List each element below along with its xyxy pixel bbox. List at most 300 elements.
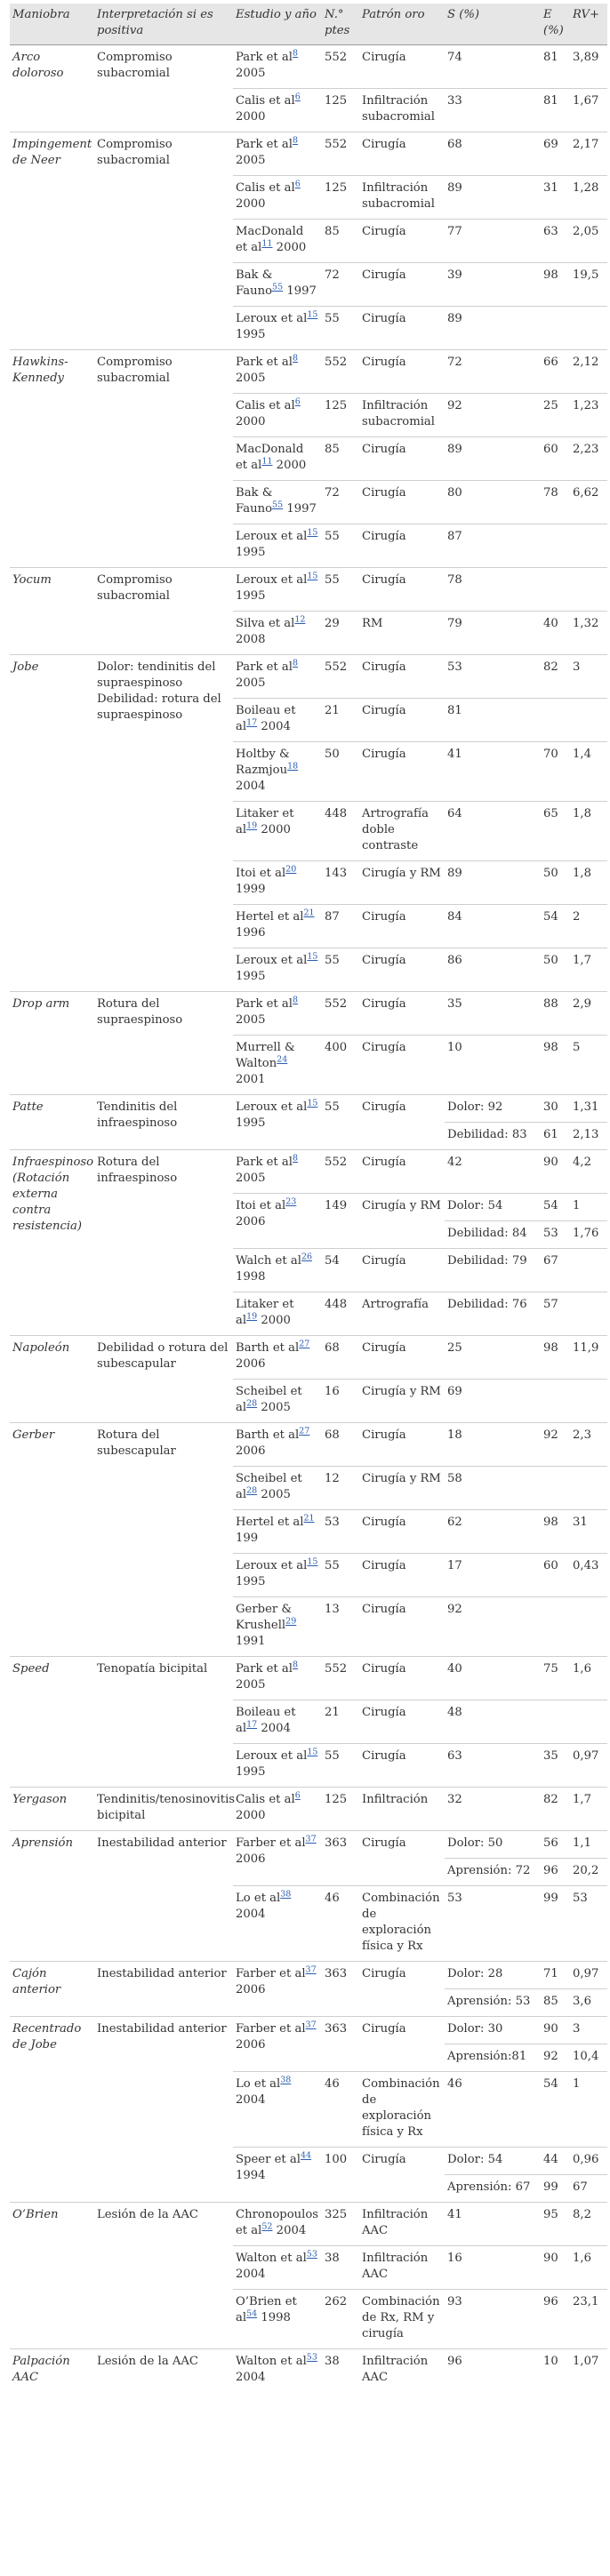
positive-lr-value: 1,8	[570, 802, 607, 861]
patients-count: 448	[322, 1292, 359, 1336]
gold-standard: Cirugía	[359, 263, 445, 307]
patients-count: 125	[322, 176, 359, 220]
interpretation-line: Debilidad: rotura del supraespinoso	[97, 692, 221, 722]
patients-count: 38	[322, 2349, 359, 2393]
gold-standard: Cirugía	[359, 1657, 445, 1700]
reference-link: 8	[293, 658, 299, 668]
study-author: Calis et al	[236, 399, 295, 412]
study-author: Park et al	[236, 660, 293, 674]
specificity-value: 40	[541, 612, 570, 655]
maneuver-name: Aprensión	[10, 1831, 94, 1962]
specificity-value: 57	[541, 1292, 570, 1336]
study-author: Chronopoulos et al	[236, 2208, 319, 2237]
patients-count: 85	[322, 437, 359, 481]
gold-standard: Cirugía	[359, 2017, 445, 2072]
study-year: 2000	[236, 110, 266, 124]
reference-link: 15	[307, 1098, 318, 1108]
patients-count: 552	[322, 350, 359, 394]
study-year: 2000	[257, 823, 291, 836]
study-year: 2004	[236, 780, 266, 793]
sensitivity-value: 89	[445, 176, 541, 220]
study-year: 2004	[257, 1722, 291, 1735]
interpretation-line: Rotura del infraespinoso	[97, 1156, 178, 1185]
positive-lr-value: 2,9	[570, 992, 607, 1036]
sensitivity-value: 81	[445, 699, 541, 742]
study-author: Silva et al	[236, 617, 295, 630]
study-cell	[233, 1788, 322, 1831]
study-author: Park et al	[236, 1156, 293, 1169]
study-year: 2004	[236, 2371, 266, 2384]
maneuver-name: Palpación AAC	[10, 2349, 94, 2393]
reference-link: 8	[293, 353, 299, 364]
specificity-value: 90	[541, 2246, 570, 2290]
reference-link: 53	[306, 2352, 317, 2363]
reference-link: 55	[272, 282, 284, 292]
reference-link: 19	[246, 820, 258, 831]
positive-lr-value	[570, 1700, 607, 1744]
study-author: Itoi et al	[236, 1199, 286, 1212]
sensitivity-value: 41	[445, 2203, 541, 2246]
patients-count: 55	[322, 948, 359, 992]
interpretation-line: Lesión de la AAC	[97, 2355, 199, 2368]
patients-count: 400	[322, 1036, 359, 1095]
gold-standard: Cirugía	[359, 568, 445, 612]
specificity-value: 96	[541, 1859, 570, 1886]
patients-count: 55	[322, 1554, 359, 1597]
study-year: 2005	[236, 154, 266, 167]
specificity-value: 70	[541, 742, 570, 802]
study-year: 2000	[272, 241, 307, 254]
sensitivity-value: 18	[445, 1423, 541, 1467]
interpretation-line: Dolor: tendinitis del supraespinoso	[97, 660, 216, 690]
specificity-value	[541, 699, 570, 742]
study-author: Leroux et al	[236, 954, 308, 967]
study-cell	[233, 307, 322, 350]
reference-link: 17	[246, 717, 258, 728]
reference-link: 19	[246, 1311, 258, 1322]
study-year: 2006	[236, 1852, 266, 1866]
interpretation-line: Inestabilidad anterior	[97, 2022, 227, 2036]
reference-link: 15	[307, 309, 318, 320]
study-cell	[233, 2349, 322, 2393]
study-author: Gerber & Krushell	[236, 1603, 293, 1632]
gold-standard: Cirugía	[359, 742, 445, 802]
specificity-value: 54	[541, 2072, 570, 2148]
specificity-value: 92	[541, 2044, 570, 2072]
positive-lr-value	[570, 1597, 607, 1657]
study-year: 2005	[236, 1678, 266, 1692]
study-cell	[233, 1962, 322, 2017]
sensitivity-value: 78	[445, 568, 541, 612]
patients-count: 363	[322, 1831, 359, 1886]
sensitivity-value: 58	[445, 1467, 541, 1510]
study-cell	[233, 481, 322, 524]
patients-count: 53	[322, 1510, 359, 1554]
study-year: 1997	[283, 502, 317, 516]
study-cell	[233, 1249, 322, 1292]
study-author: Farber et al	[236, 1967, 306, 1980]
patients-count: 29	[322, 612, 359, 655]
table-row	[10, 132, 607, 176]
patients-count: 125	[322, 1788, 359, 1831]
study-author: MacDonald et al	[236, 225, 304, 254]
specificity-value: 81	[541, 45, 570, 89]
table-row	[10, 2017, 607, 2044]
gold-standard: Cirugía y RM	[359, 861, 445, 905]
patients-count: 55	[322, 1095, 359, 1150]
specificity-value: 98	[541, 1036, 570, 1095]
study-cell	[233, 2072, 322, 2148]
specificity-value: 81	[541, 89, 570, 132]
table-row	[10, 568, 607, 612]
gold-standard: Cirugía	[359, 1744, 445, 1788]
reference-link: 8	[293, 1153, 299, 1164]
gold-standard: Cirugía	[359, 1597, 445, 1657]
specificity-value: 92	[541, 1423, 570, 1467]
gold-standard: Cirugía	[359, 307, 445, 350]
study-author: Farber et al	[236, 1836, 306, 1850]
study-cell	[233, 89, 322, 132]
study-author: MacDonald et al	[236, 443, 304, 472]
positive-lr-value: 67	[570, 2175, 607, 2203]
gold-standard: Combinación de Rx, RM y cirugía	[359, 2290, 445, 2349]
study-cell	[233, 1380, 322, 1423]
study-cell	[233, 992, 322, 1036]
specificity-value: 67	[541, 1249, 570, 1292]
gold-standard: Cirugía	[359, 1831, 445, 1886]
gold-standard: Cirugía y RM	[359, 1194, 445, 1249]
interpretation-line: Rotura del supraespinoso	[97, 997, 183, 1027]
table-row	[10, 655, 607, 699]
gold-standard: Cirugía	[359, 1036, 445, 1095]
study-year: 1996	[236, 926, 266, 940]
patients-count: 21	[322, 699, 359, 742]
specificity-value: 31	[541, 176, 570, 220]
sensitivity-value: 92	[445, 1597, 541, 1657]
patients-count: 55	[322, 568, 359, 612]
specificity-value: 25	[541, 394, 570, 437]
specificity-value: 54	[541, 905, 570, 948]
positive-lr-value: 8,2	[570, 2203, 607, 2246]
positive-lr-value: 2,12	[570, 350, 607, 394]
sensitivity-value: Dolor: 28	[445, 1962, 541, 1989]
study-cell	[233, 612, 322, 655]
positive-lr-value: 53	[570, 1886, 607, 1962]
sensitivity-value: 35	[445, 992, 541, 1036]
interpretation-line: Rotura del subescapular	[97, 1428, 176, 1458]
header-study: Estudio y año	[233, 4, 322, 45]
study-cell	[233, 1886, 322, 1962]
positive-lr-value	[570, 524, 607, 568]
positive-lr-value: 3,6	[570, 1989, 607, 2017]
specificity-value: 75	[541, 1657, 570, 1700]
reference-link: 29	[285, 1616, 297, 1627]
patients-count: 72	[322, 481, 359, 524]
maneuver-name: Yergason	[10, 1788, 94, 1831]
positive-lr-value: 2,3	[570, 1423, 607, 1467]
specificity-value: 85	[541, 1989, 570, 2017]
patients-count: 55	[322, 524, 359, 568]
study-year: 2004	[236, 2093, 266, 2107]
study-cell	[233, 1036, 322, 1095]
patients-count: 100	[322, 2148, 359, 2203]
study-author: Calis et al	[236, 94, 295, 108]
maneuver-name: Recentrado de Jobe	[10, 2017, 94, 2203]
header-maneuver: Maniobra	[10, 4, 94, 45]
specificity-value: 66	[541, 350, 570, 394]
study-year: 2006	[236, 2038, 266, 2052]
study-year: 2005	[257, 1401, 291, 1414]
positive-lr-value: 1,7	[570, 1788, 607, 1831]
header-row	[10, 4, 607, 45]
study-cell	[233, 2246, 322, 2290]
study-year: 1995	[236, 970, 266, 983]
interpretation-line: Inestabilidad anterior	[97, 1836, 227, 1850]
maneuver-name: Hawkins-Kennedy	[10, 350, 94, 568]
interpretation-line: Compromiso subacromial	[97, 51, 173, 80]
study-cell	[233, 1831, 322, 1886]
gold-standard: Cirugía	[359, 1423, 445, 1467]
study-year: 2006	[236, 1444, 266, 1458]
sensitivity-value: Debilidad: 84	[445, 1221, 541, 1249]
study-cell	[233, 2148, 322, 2203]
patients-count: 552	[322, 1657, 359, 1700]
reference-link: 8	[293, 135, 299, 146]
gold-standard: Artrografía doble contraste	[359, 802, 445, 861]
positive-lr-value: 1,23	[570, 394, 607, 437]
specificity-value: 53	[541, 1221, 570, 1249]
study-author: Park et al	[236, 1662, 293, 1676]
study-author: Walton et al	[236, 2252, 307, 2265]
study-cell	[233, 220, 322, 263]
reference-link: 37	[305, 2020, 317, 2030]
interpretation-cell	[94, 1095, 233, 1150]
patients-count: 149	[322, 1194, 359, 1249]
interpretation-cell	[94, 2349, 233, 2393]
interpretation-line: Tendinitis del infraespinoso	[97, 1100, 178, 1130]
study-year: 1991	[236, 1635, 266, 1648]
study-author: Park et al	[236, 51, 293, 64]
study-year: 2004	[272, 2224, 307, 2237]
study-year: 2006	[236, 1215, 266, 1228]
gold-standard: Cirugía	[359, 524, 445, 568]
interpretation-cell	[94, 350, 233, 568]
gold-standard: Infiltración AAC	[359, 2349, 445, 2393]
maneuver-name: Patte	[10, 1095, 94, 1150]
study-cell	[233, 905, 322, 948]
table-row	[10, 1831, 607, 1859]
positive-lr-value: 2,23	[570, 437, 607, 481]
maneuver-name: Speed	[10, 1657, 94, 1788]
gold-standard: Cirugía	[359, 1510, 445, 1554]
sensitivity-value: Dolor: 54	[445, 1194, 541, 1221]
patients-count: 125	[322, 89, 359, 132]
study-author: Holtby & Razmjou	[236, 748, 290, 777]
sensitivity-value: Debilidad: 83	[445, 1123, 541, 1150]
gold-standard: Infiltración subacromial	[359, 176, 445, 220]
reference-link: 26	[301, 1252, 313, 1262]
study-author: Itoi et al	[236, 867, 286, 880]
table-row	[10, 992, 607, 1036]
reference-link: 27	[299, 1426, 310, 1436]
study-year: 2008	[236, 633, 266, 646]
maneuver-name: Yocum	[10, 568, 94, 655]
sensitivity-value: Aprensión: 72	[445, 1859, 541, 1886]
reference-link: 15	[307, 527, 318, 538]
patients-count: 552	[322, 132, 359, 176]
study-cell	[233, 2203, 322, 2246]
interpretation-line: Debilidad o rotura del subescapular	[97, 1341, 229, 1371]
sensitivity-value: 41	[445, 742, 541, 802]
table-row	[10, 1336, 607, 1380]
study-cell	[233, 2017, 322, 2072]
sensitivity-value: 96	[445, 2349, 541, 2393]
sensitivity-value: 86	[445, 948, 541, 992]
specificity-value: 65	[541, 802, 570, 861]
reference-link: 6	[294, 1790, 301, 1801]
positive-lr-value: 20,2	[570, 1859, 607, 1886]
reference-link: 21	[303, 1513, 315, 1524]
study-year: 1995	[236, 328, 266, 341]
sensitivity-value: Aprensión:81	[445, 2044, 541, 2072]
sensitivity-value: Dolor: 54	[445, 2148, 541, 2175]
gold-standard: Cirugía	[359, 45, 445, 89]
table-row	[10, 1657, 607, 1700]
study-year: 1995	[236, 1575, 266, 1588]
table-row	[10, 45, 607, 89]
positive-lr-value: 1,28	[570, 176, 607, 220]
reference-link: 37	[305, 1964, 317, 1975]
interpretation-cell	[94, 1336, 233, 1423]
study-author: Scheibel et al	[236, 1472, 302, 1501]
study-cell	[233, 568, 322, 612]
sensitivity-value: Aprensión: 53	[445, 1989, 541, 2017]
gold-standard: Cirugía	[359, 1700, 445, 1744]
patients-count: 55	[322, 307, 359, 350]
gold-standard: Infiltración	[359, 1788, 445, 1831]
interpretation-cell	[94, 1831, 233, 1962]
reference-link: 11	[261, 456, 273, 467]
sensitivity-value: 68	[445, 132, 541, 176]
study-year: 1997	[283, 284, 317, 298]
table-row	[10, 2203, 607, 2246]
patients-count: 13	[322, 1597, 359, 1657]
study-author: Lo et al	[236, 2077, 281, 2091]
header-sensitivity: S (%)	[445, 4, 541, 45]
patients-count: 143	[322, 861, 359, 905]
study-cell	[233, 1597, 322, 1657]
reference-link: 15	[307, 1556, 318, 1567]
study-author: Boileau et al	[236, 704, 296, 733]
study-author: Murrell & Walton	[236, 1041, 295, 1070]
reference-link: 8	[293, 1660, 299, 1670]
study-author: Walton et al	[236, 2355, 307, 2368]
positive-lr-value: 1,7	[570, 948, 607, 992]
sensitivity-value: 89	[445, 307, 541, 350]
study-author: Park et al	[236, 997, 293, 1011]
gold-standard: RM	[359, 612, 445, 655]
study-year: 2006	[236, 1357, 266, 1371]
study-author: Litaker et al	[236, 1298, 294, 1327]
gold-standard: Infiltración subacromial	[359, 394, 445, 437]
specificity-value: 10	[541, 2349, 570, 2393]
reference-link: 53	[306, 2249, 317, 2260]
sensitivity-value: Debilidad: 76	[445, 1292, 541, 1336]
reference-link: 38	[280, 2075, 292, 2085]
specificity-value: 99	[541, 2175, 570, 2203]
positive-lr-value	[570, 699, 607, 742]
interpretation-line: Compromiso subacromial	[97, 138, 173, 167]
positive-lr-value: 31	[570, 1510, 607, 1554]
study-year: 2004	[236, 1908, 266, 1921]
gold-standard: Infiltración subacromial	[359, 89, 445, 132]
positive-lr-value: 0,96	[570, 2148, 607, 2175]
reference-link: 54	[246, 2308, 258, 2319]
specificity-value: 50	[541, 861, 570, 905]
gold-standard: Cirugía	[359, 1962, 445, 2017]
patients-count: 68	[322, 1336, 359, 1380]
reference-link: 44	[300, 2150, 312, 2161]
positive-lr-value	[570, 1467, 607, 1510]
patients-count: 46	[322, 2072, 359, 2148]
study-cell	[233, 1194, 322, 1249]
specificity-value: 30	[541, 1095, 570, 1123]
maneuver-name: O’Brien	[10, 2203, 94, 2349]
sensitivity-value: 84	[445, 905, 541, 948]
study-cell	[233, 394, 322, 437]
sensitivity-value: 64	[445, 802, 541, 861]
patients-count: 363	[322, 1962, 359, 2017]
reference-link: 28	[246, 1485, 258, 1496]
specificity-value: 99	[541, 1886, 570, 1962]
interpretation-line: Tenopatía bicipital	[97, 1662, 208, 1676]
positive-lr-value: 2	[570, 905, 607, 948]
positive-lr-value: 1,6	[570, 1657, 607, 1700]
specificity-value	[541, 1597, 570, 1657]
reference-link: 6	[294, 179, 301, 189]
sensitivity-value: 77	[445, 220, 541, 263]
study-author: Leroux et al	[236, 1100, 308, 1114]
reference-link: 12	[294, 614, 306, 625]
study-cell	[233, 350, 322, 394]
study-author: Boileau et al	[236, 1706, 296, 1735]
study-cell	[233, 1336, 322, 1380]
study-cell	[233, 45, 322, 89]
table-row	[10, 350, 607, 394]
specificity-value: 98	[541, 263, 570, 307]
specificity-value	[541, 1700, 570, 1744]
study-cell	[233, 1657, 322, 1700]
specificity-value	[541, 1380, 570, 1423]
interpretation-line: Compromiso subacromial	[97, 356, 173, 385]
patients-count: 87	[322, 905, 359, 948]
gold-standard: Cirugía	[359, 481, 445, 524]
positive-lr-value: 1	[570, 1194, 607, 1221]
study-cell	[233, 655, 322, 699]
sensitivity-value: Dolor: 30	[445, 2017, 541, 2044]
patients-count: 12	[322, 1467, 359, 1510]
sensitivity-value: 17	[445, 1554, 541, 1597]
positive-lr-value: 1	[570, 2072, 607, 2148]
patients-count: 46	[322, 1886, 359, 1962]
gold-standard: Cirugía	[359, 699, 445, 742]
study-year: 1995	[236, 546, 266, 559]
study-year: 1995	[236, 1116, 266, 1130]
study-cell	[233, 1423, 322, 1467]
positive-lr-value: 3	[570, 655, 607, 699]
reference-link: 6	[294, 396, 301, 407]
interpretation-cell	[94, 1962, 233, 2017]
